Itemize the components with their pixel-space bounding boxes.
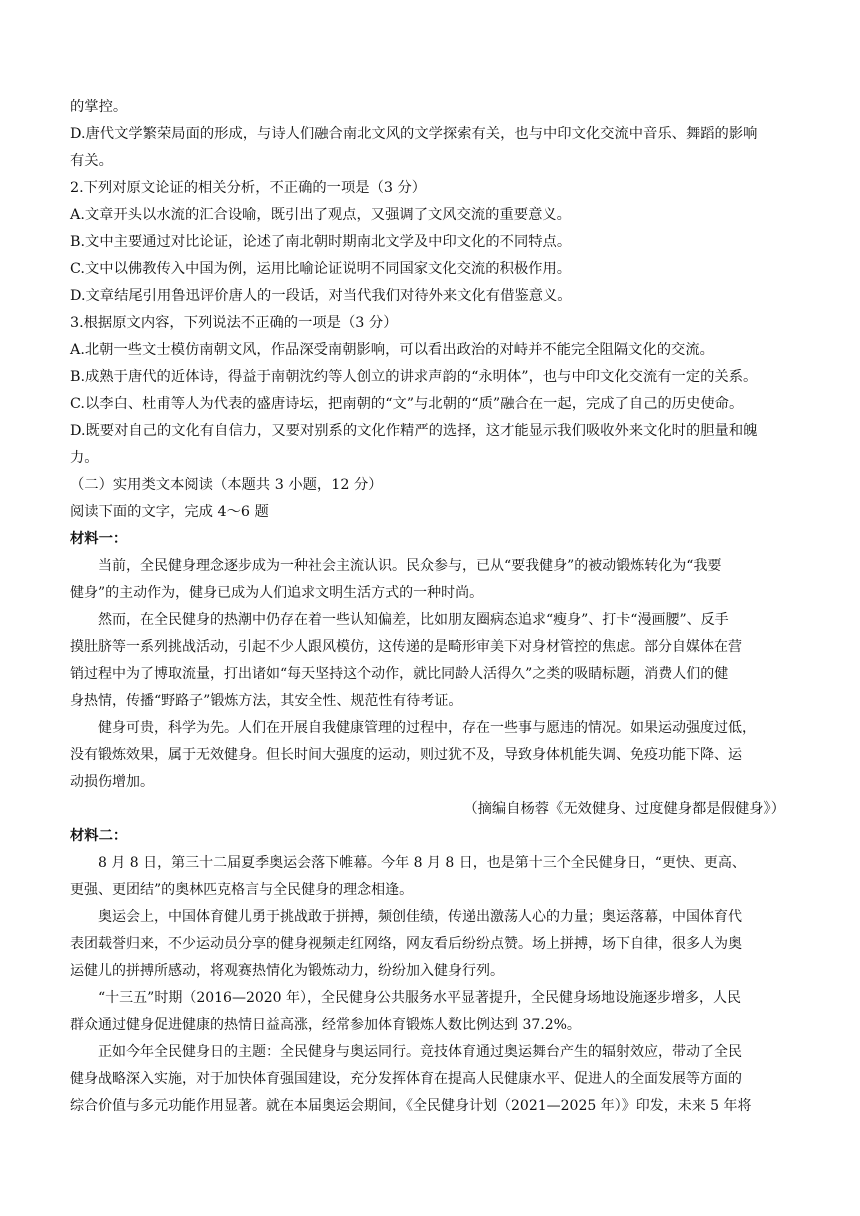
option-d-line: D.既要对自己的文化有自信力，又要对别系的文化作精严的选择，这才能显示我们吸收外来文化时的胆量和魄: [70, 423, 758, 439]
question-2-title: 2.下列对原文论证的相关分析，不正确的一项是（3 分）: [70, 180, 427, 196]
option-c-line: C.文中以佛教传入中国为例，运用比喻论证说明不同国家文化交流的积极作用。: [70, 261, 572, 277]
option-c-line: C.以李白、杜甫等人为代表的盛唐诗坛，把南朝的“文”与北朝的“质”融合在一起，完成了自己的历史使命。: [70, 396, 744, 412]
instruction-line: 阅读下面的文字，完成 4～6 题: [70, 504, 269, 520]
paragraph-line: 综合价值与多元功能作用显著。就在本届奥运会期间，《全民健身计划（2021—2025 年）》印发，未来 5 年将: [70, 1098, 752, 1114]
paragraph-line: 没有锻炼效果，属于无效健身。但长时间大强度的运动，则过犹不及，导致身体机能失调、免疫功能下降、运: [70, 747, 742, 763]
paragraph-line: 奥运会上，中国体育健儿勇于挑战敢于拼搏，频创佳绩，传递出激荡人心的力量；奥运落幕，中国体育代: [98, 909, 742, 925]
option-b-line: B.成熟于唐代的近体诗，得益于南朝沈约等人创立的讲求声韵的“永明体”，也与中印文化交流有一定的关系。: [70, 369, 758, 385]
paragraph-line: 健身”的主动作为，健身已成为人们追求文明生活方式的一种时尚。: [70, 585, 484, 601]
paragraph-line: 健身战略深入实施，对于加快体育强国建设，充分发挥体育在提高人民健康水平、促进人的全面发展等方面的: [70, 1071, 742, 1087]
option-d-line: D.文章结尾引用鲁迅评价唐人的一段话，对当代我们对待外来文化有借鉴意义。: [70, 288, 572, 304]
paragraph-line: 销过程中为了博取流量，打出诸如“每天坚持这个动作，就比同龄人活得久”之类的吸睛标题，消费人们的健: [70, 666, 729, 682]
paragraph-line: 更强、更团结”的奥林匹克格言与全民健身的理念相逢。: [70, 882, 414, 898]
option-d-line: D.唐代文学繁荣局面的形成，与诗人们融合南北文风的文学探索有关，也与中印文化交流中音乐、舞蹈的影响: [70, 126, 758, 142]
source-citation: （摘编自杨蓉《无效健身、过度健身都是假健身》）: [463, 801, 785, 817]
paragraph-line: 运健儿的拼搏所感动，将观赛热情化为锻炼动力，纷纷加入健身行列。: [70, 963, 504, 979]
paragraph-line: 当前，全民健身理念逐步成为一种社会主流认识。民众参与，已从“要我健身”的被动锻炼转化为“我要: [98, 558, 722, 574]
paragraph-line: “十三五”时期（2016—2020 年），全民健身公共服务水平显著提升，全民健身场地设施逐步增多，人民: [98, 990, 742, 1006]
paragraph-line: 摸肚脐等一系列挑战活动，引起不少人跟风模仿，这传递的是畸形审美下对身材管控的焦虑。部分自媒体在营: [70, 639, 742, 655]
paragraph-line: 然而，在全民健身的热潮中仍存在着一些认知偏差，比如朋友圈病态追求“瘦身”、打卡“漫画腰”、反手: [98, 612, 729, 628]
paragraph-line: 正如今年全民健身日的主题：全民健身与奥运同行。竞技体育通过奥运舞台产生的辐射效应，带动了全民: [98, 1044, 742, 1060]
section-title: （二）实用类文本阅读（本题共 3 小题，12 分）: [70, 477, 383, 493]
text-line: 有关。: [70, 153, 113, 169]
option-b-line: B.文中主要通过对比论证，论述了南北朝时期南北文学及中印文化的不同特点。: [70, 234, 572, 250]
paragraph-line: 表团载誉归来，不少运动员分享的健身视频走红网络，网友看后纷纷点赞。场上拼搏，场下自律，很多人为奥: [70, 936, 742, 952]
option-a-line: A.北朝一些文士模仿南朝文风，作品深受南朝影响，可以看出政治的对峙并不能完全阻隔文化的交流。: [70, 342, 714, 358]
text-line: 力。: [70, 450, 99, 466]
paragraph-line: 健身可贵，科学为先。人们在开展自我健康管理的过程中，存在一些事与愿违的情况。如果运动强度过低，: [98, 720, 756, 736]
material-two-heading: 材料二：: [70, 828, 128, 844]
text-line: 的掌控。: [70, 99, 128, 115]
paragraph-line: 群众通过健身促进健康的热情日益高涨，经常参加体育锻炼人数比例达到 37.2%。: [70, 1017, 581, 1033]
paragraph-line: 动损伤增加。: [70, 774, 154, 790]
option-a-line: A.文章开头以水流的汇合设喻，既引出了观点，又强调了文风交流的重要意义。: [70, 207, 571, 223]
paragraph-line: 身热情，传播“野路子”锻炼方法，其安全性、规范性有待考证。: [70, 693, 463, 709]
material-one-heading: 材料一：: [70, 531, 128, 547]
paragraph-line: 8 月 8 日，第三十二届夏季奥运会落下帷幕。今年 8 月 8 日，也是第十三个全民健身日，“更快、更高、: [98, 855, 746, 871]
question-3-title: 3.根据原文内容，下列说法不正确的一项是（3 分）: [70, 315, 398, 331]
